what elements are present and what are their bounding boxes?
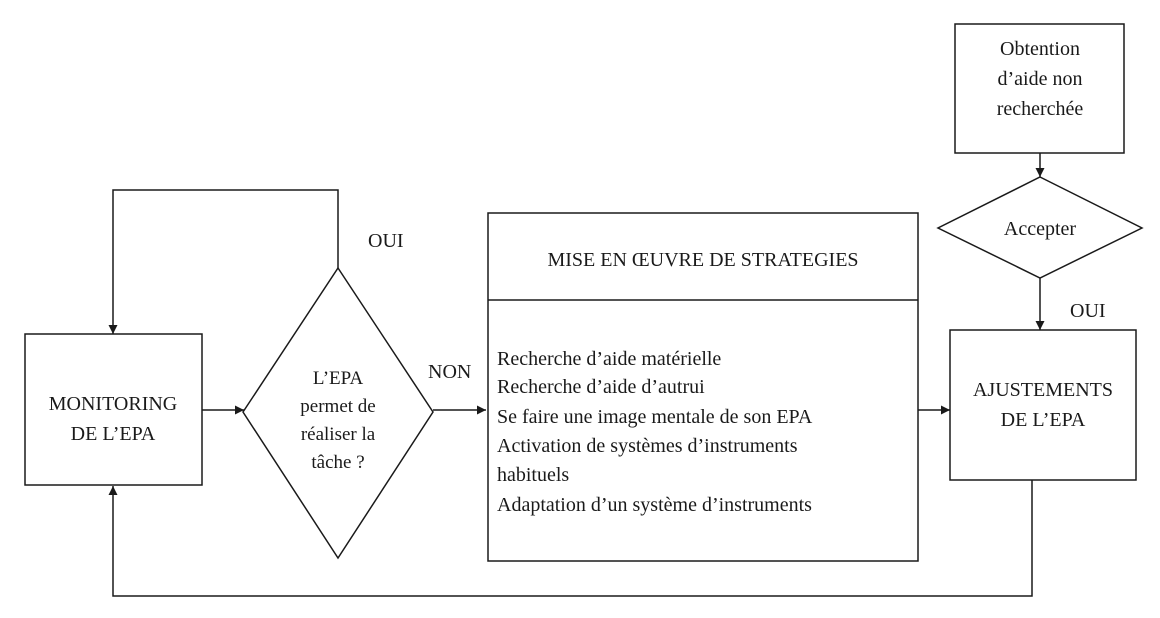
strategy-item-4: Activation de systèmes d’instruments (497, 435, 798, 457)
accept-label: Accepter (1003, 218, 1077, 240)
strategy-item-2: Recherche d’aide d’autrui (497, 376, 705, 398)
adjust-line-2: DE L’EPA (1000, 409, 1086, 431)
decision-line-4: tâche ? (311, 452, 365, 473)
strategies-title: MISE EN ŒUVRE DE STRATEGIES (547, 249, 859, 271)
strategies-node (488, 213, 918, 561)
monitoring-line-2: DE L’EPA (70, 423, 156, 445)
strategy-item-3: Se faire une image mentale de son EPA (497, 406, 813, 428)
non-label: NON (428, 361, 472, 383)
help-line-1: Obtention (1000, 38, 1080, 60)
monitoring-line-1: MONITORING (48, 393, 178, 415)
oui-loop-connector (113, 190, 338, 334)
adjust-line-1: AJUSTEMENTS (972, 379, 1114, 401)
strategy-item-6: Adaptation d’un système d’instruments (497, 494, 812, 516)
strategy-item-1: Recherche d’aide matérielle (497, 348, 722, 370)
help-node (955, 24, 1124, 153)
oui-loop-label: OUI (368, 230, 404, 252)
decision-line-2: permet de (300, 396, 376, 417)
help-line-3: recherchée (996, 98, 1084, 120)
decision-line-1: L’EPA (312, 368, 364, 389)
accept-node (938, 177, 1142, 278)
adjust-node (950, 330, 1136, 480)
decision-line-3: réaliser la (300, 424, 376, 445)
strategy-item-5: habituels (497, 464, 570, 486)
monitoring-node (25, 334, 202, 485)
decision-node (243, 268, 433, 558)
oui-accept-label: OUI (1070, 300, 1106, 322)
help-line-2: d’aide non (997, 68, 1083, 90)
